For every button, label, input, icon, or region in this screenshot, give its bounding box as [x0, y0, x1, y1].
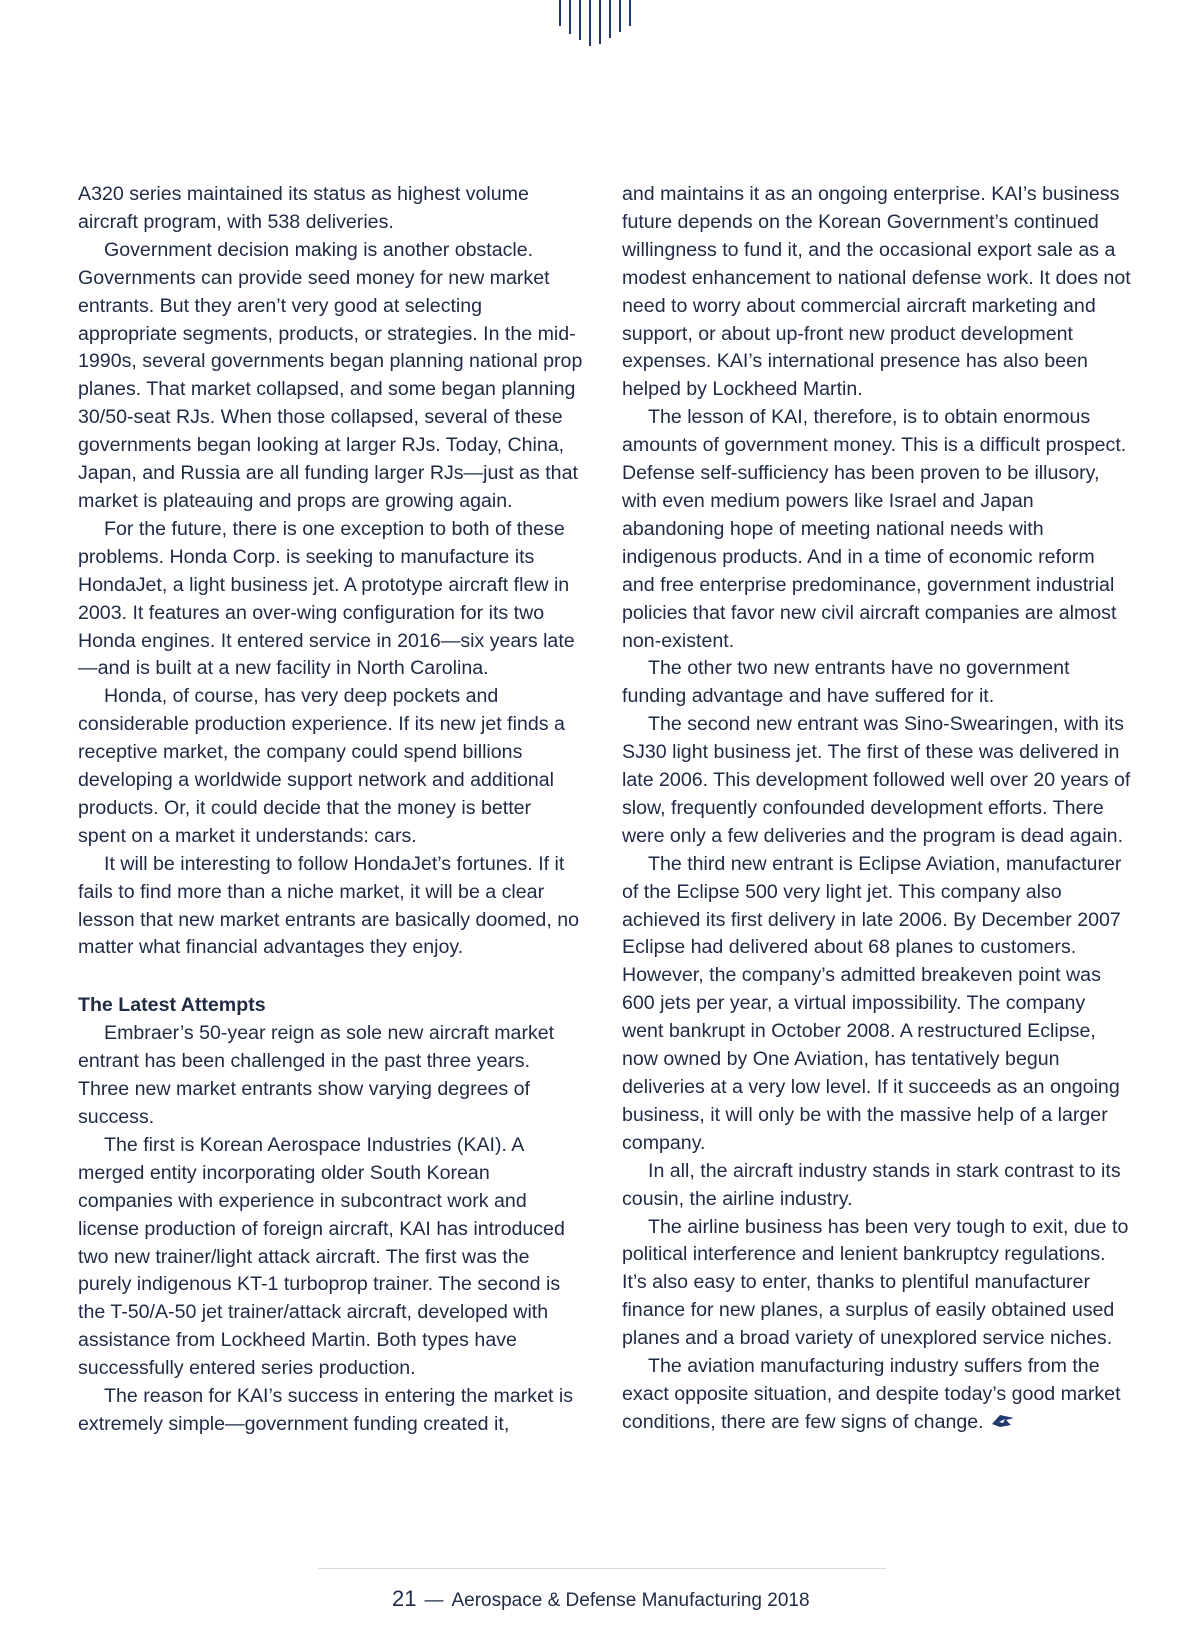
header-stripes-decoration — [558, 0, 642, 50]
left-column — [78, 181, 583, 1439]
paragraph: The airline business has been very tough to exit, due to political interference and lenient bankruptcy regulations. It’s also easy to enter, thanks to plentiful manufacturer finance for new planes, a surplus of easily obtained used planes and a broad variety of unexplored service niches. — [622, 1215, 1129, 1350]
paragraph: The other two new entrants have no government funding advantage and have suffered for it. — [622, 657, 1070, 708]
paragraph: For the future, there is one exception to both of these problems. Honda Corp. is seeking to manufacture its HondaJet, a light business jet. A prototype aircraft flew in 2003. It features an over-wing configuration for its two Honda engines. It entered service in 2016—six years late—and is built at a new facility in North Carolina. — [78, 517, 575, 680]
footer-divider — [318, 1568, 886, 1569]
page-number: 21 — [392, 1586, 417, 1611]
paragraph: The second new entrant was Sino-Swearingen, with its SJ30 light business jet. The first of these was delivered in late 2006. This development followed well over 20 years of slow, frequently confounded development efforts. There were only a few deliveries and the program is dead again. — [622, 713, 1131, 847]
paragraph: In all, the aircraft industry stands in stark contrast to its cousin, the airline industry. — [622, 1159, 1121, 1210]
paragraph: A320 series maintained its status as highest volume aircraft program, with 538 deliveries. — [78, 183, 529, 233]
right-column — [622, 181, 1132, 1437]
paragraph: and maintains it as an ongoing enterprise. KAI’s business future depends on the Korean Government’s continued willingness to fund it, and the occasional export sale as a modest enhancement to national defense work. It does not need to worry about commercial aircraft marketing and support, or about up-front new product development expenses. KAI’s international presence has also been helped by Lockheed Martin. — [622, 183, 1131, 401]
final-paragraph — [622, 1353, 1132, 1437]
paragraph: It will be interesting to follow HondaJet’s fortunes. If it fails to find more than a niche market, it will be a clear lesson that new market entrants are basically doomed, no matter what financial advantages they enjoy. — [78, 852, 579, 959]
section-heading: The Latest Attempts — [78, 994, 266, 1017]
paragraph: Embraer’s 50-year reign as sole new aircraft market entrant has been challenged in the past three years. Three new market entrants show varying degrees of success. — [78, 1022, 555, 1128]
page-footer — [392, 1586, 810, 1612]
paragraph: Government decision making is another obstacle. Governments can provide seed money for new market entrants. But they aren’t very good at selecting appropriate segments, products, or strategies. In the mid-1990s, several governments began planning national prop planes. That market collapsed, and some began planning 30/50-seat RJs. When those collapsed, several of these governments began looking at larger RJs. Today, China, Japan, and Russia are all funding larger RJs—just as that market is plateauing and props are growing again. — [78, 238, 583, 512]
paragraph: The lesson of KAI, therefore, is to obtain enormous amounts of government money. This is a difficult prospect. Defense self-sufficiency has been proven to be illusory, with even medium powers like Israel and Japan abandoning hope of meeting national needs with indigenous products. And in a time of economic reform and free enterprise predominance, government industrial policies that favor new civil aircraft companies are almost non-existent. — [622, 406, 1127, 652]
footer-separator: — — [424, 1590, 444, 1611]
paragraph: The first is Korean Aerospace Industries (KAI). A merged entity incorporating older South Korean companies with experience in subcontract work and license production of foreign aircraft, KAI has introduced two new trainer/light attack aircraft. The first was the purely indigenous KT-1 turboprop trainer. The second is the T-50/A-50 jet trainer/attack aircraft, developed with assistance from Lockheed Martin. Both types have successfully entered series production. — [78, 1133, 565, 1380]
end-of-article-icon — [990, 1412, 1016, 1430]
paragraph: The third new entrant is Eclipse Aviation, manufacturer of the Eclipse 500 very light jet. This company also achieved its first delivery in late 2006. By December 2007 Eclipse had delivered about 68 planes to customers. However, the company’s admitted breakeven point was 600 jets per year, a virtual impossibility. The company went bankrupt in October 2008. A restructured Eclipse, now owned by One Aviation, has tentatively begun deliveries at a very low level. If it succeeds as an ongoing business, it will only be with the massive help of a larger company. — [622, 852, 1122, 1154]
paragraph: The reason for KAI’s success in entering the market is extremely simple—government funding created it, — [78, 1385, 574, 1435]
paragraph: Honda, of course, has very deep pockets and considerable production experience. If its new jet finds a receptive market, the company could spend billions developing a worldwide support network and additional products. Or, it could decide that the money is better spent on a market it understands: cars. — [78, 685, 565, 847]
final-paragraph-text: The aviation manufacturing industry suffers from the exact opposite situation, and despite today’s good market conditions, there are few signs of change. — [622, 1355, 1121, 1433]
publication-name: Aerospace & Defense Manufacturing 2018 — [451, 1590, 810, 1611]
